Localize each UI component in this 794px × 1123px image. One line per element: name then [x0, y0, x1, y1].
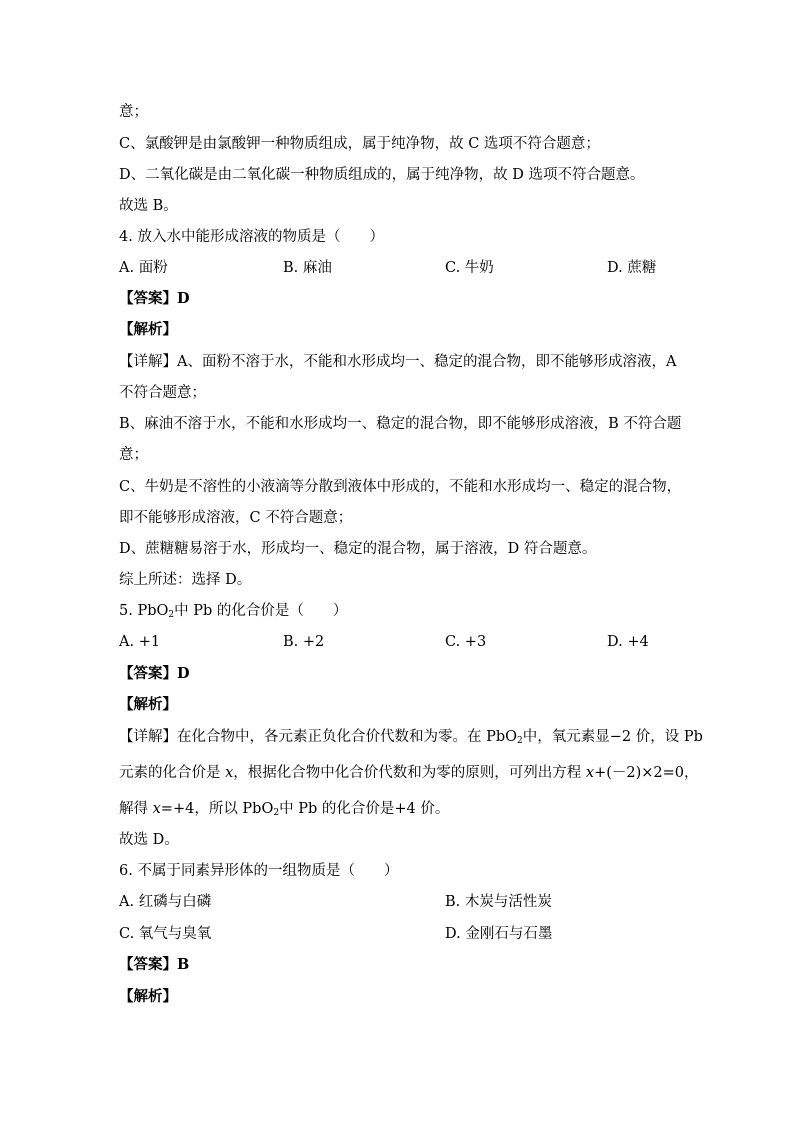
q5-detail-line	[119, 799, 449, 823]
q5-subscript: 2	[517, 736, 523, 746]
q6-option-b: B. 木炭与活性炭	[445, 894, 552, 910]
q6-analysis-heading: 【解析】	[119, 988, 177, 1005]
q5-option-b: B. +2	[283, 634, 325, 650]
q5-detail-text: 中 Pb 的化合价是+4 价。	[279, 801, 450, 817]
q4-option-d: D. 蔗糖	[607, 260, 657, 276]
q5-detail-text: +(－2)×2=0，	[594, 765, 699, 781]
text-line: C、氯酸钾是由氯酸钾一种物质组成，属于纯净物，故 C 选项不符合题意；	[119, 136, 600, 152]
question-5	[119, 601, 347, 625]
q5-detail-line	[119, 763, 699, 783]
q5-detail-text: 元素的化合价是	[119, 765, 226, 781]
q4-analysis-heading: 【解析】	[119, 321, 177, 338]
text-line: D、二氧化碳是由二氧化碳一种物质组成的，属于纯净物，故 D 选项不符合题意。	[119, 167, 645, 183]
q4-option-c: C. 牛奶	[445, 260, 494, 276]
question-6: 6. 不属于同素异形体的一组物质是（ ）	[119, 863, 399, 879]
question-4: 4. 放入水中能形成溶液的物质是（ ）	[119, 229, 384, 245]
q4-detail-line: 【详解】A、面粉不溶于水，不能和水形成均一、稳定的混合物，即不能够形成溶液，A	[119, 354, 677, 370]
q4-detail-line: D、蔗糖糖易溶于水，形成均一、稳定的混合物，属于溶液，D 符合题意。	[119, 541, 597, 557]
q5-detail-text: =+4，所以 PbO	[160, 801, 274, 817]
q4-detail-line: 不符合题意；	[119, 385, 206, 401]
q6-answer: 【答案】B	[119, 956, 190, 973]
q5-option-c: C. +3	[445, 634, 487, 650]
q6-option-d: D. 金刚石与石墨	[445, 926, 553, 942]
q5-option-a: A. +1	[119, 634, 161, 650]
q5-detail-text: 解得	[119, 801, 153, 817]
text-line: 意；	[119, 104, 148, 120]
q4-detail-line: 即不能够形成溶液，C 不符合题意；	[119, 510, 353, 526]
q4-detail-line: 意；	[119, 447, 148, 463]
q6-option-a: A. 红磷与白磷	[119, 894, 212, 910]
q5-text-pre: 5. PbO	[119, 603, 169, 619]
q5-detail-line	[119, 727, 703, 751]
variable-x: x	[585, 765, 595, 781]
q5-detail-text: 中，氧元素显−2 价，设 Pb	[522, 729, 703, 745]
variable-x: x	[225, 765, 234, 781]
q4-detail-line: C、牛奶是不溶性的小液滴等分散到液体中形成的，不能和水形成均一、稳定的混合物，	[119, 479, 682, 495]
q5-detail-text: ，根据化合物中化合价代数和为零的原则，可列出方程	[233, 765, 586, 781]
q4-option-a: A. 面粉	[119, 260, 168, 276]
q5-subscript: 2	[273, 808, 280, 818]
q5-text-post: 中 Pb 的化合价是（ ）	[174, 603, 348, 619]
q5-subscript: 2	[168, 610, 175, 620]
q5-conclusion: 故选 D。	[119, 832, 179, 848]
q6-option-c: C. 氧气与臭氧	[119, 926, 212, 942]
q4-answer: 【答案】D	[119, 290, 190, 307]
q5-option-d: D. +4	[607, 634, 649, 650]
q4-detail-line: B、麻油不溶于水，不能和水形成均一、稳定的混合物，即不能够形成溶液，B 不符合题	[119, 416, 682, 432]
variable-x: x	[152, 801, 161, 817]
q4-option-b: B. 麻油	[283, 260, 332, 276]
text-line: 故选 B。	[119, 198, 178, 214]
q5-detail-text: 【详解】在化合物中，各元素正负化合价代数和为零。在 PbO	[119, 729, 518, 745]
q5-analysis-heading: 【解析】	[119, 696, 177, 713]
q5-answer: 【答案】D	[119, 665, 190, 682]
q4-detail-line: 综上所述：选择 D。	[119, 572, 252, 588]
